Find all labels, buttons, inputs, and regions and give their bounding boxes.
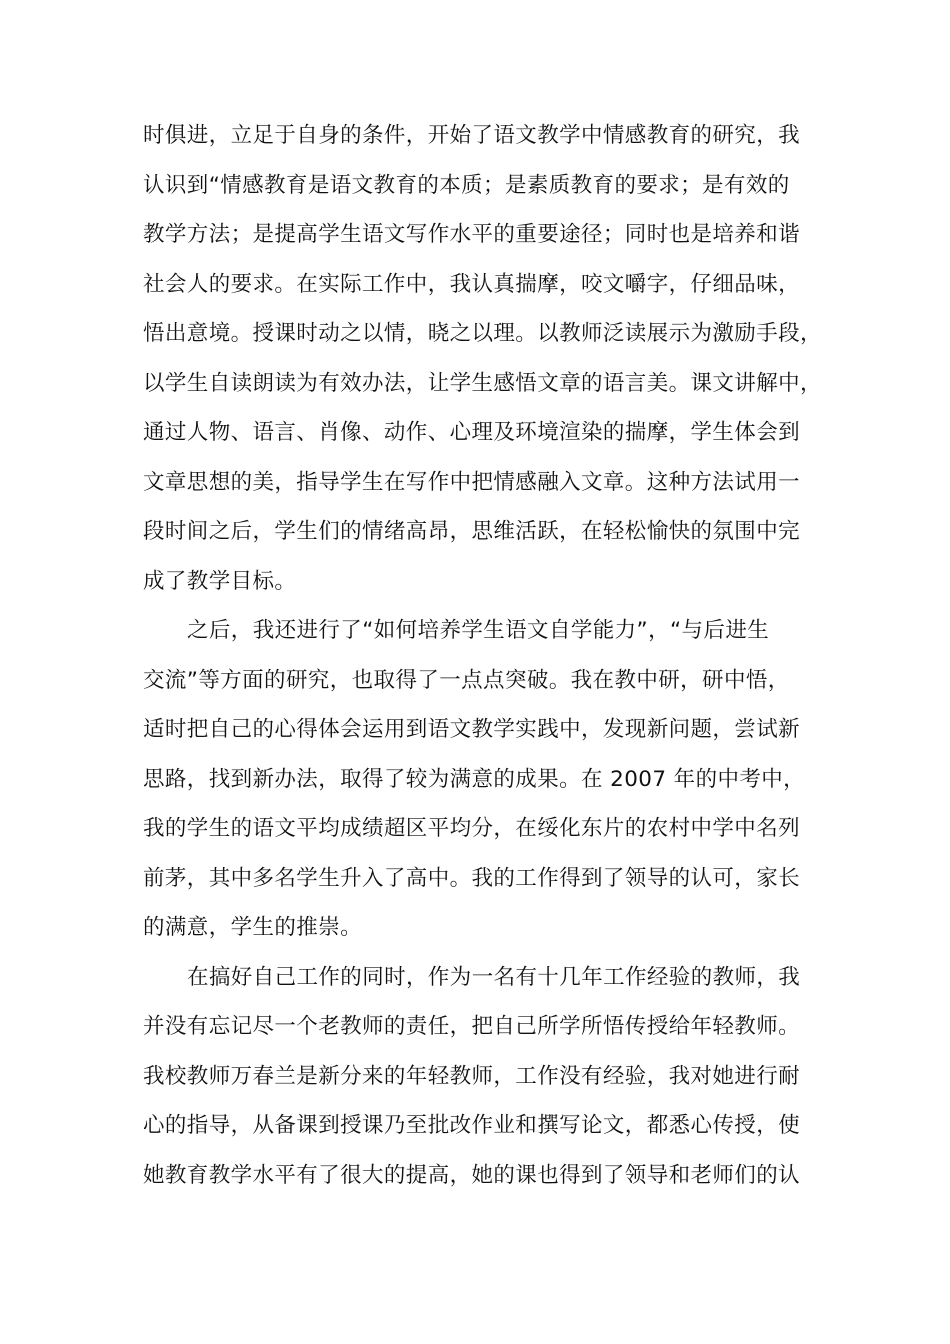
text-line: 我校教师万春兰是新分来的年轻教师，工作没有经验，我对她进行耐 [143, 1063, 801, 1089]
paragraph-first-line: 之后，我还进行了“如何培养学生语文自学能力”，“与后进生 [187, 618, 770, 643]
text-line: 的满意，学生的推崇。 [143, 915, 363, 940]
text-line: 心的指导，从备课到授课乃至批改作业和撰写论文，都悉心传授，使 [143, 1113, 801, 1138]
text-line: 社会人的要求。在实际工作中，我认真揣摩，咬文嚼字，仔细品味， [143, 271, 801, 297]
text-line: 段时间之后，学生们的情绪高昂，思维活跃，在轻松愉快的氛围中完 [143, 519, 801, 544]
text-line: 以学生自读朗读为有效办法，让学生感悟文章的语言美。课文讲解中， [143, 370, 822, 396]
text-line: 悟出意境。授课时动之以情，晓之以理。以教师泛读展示为激励手段， [143, 321, 822, 346]
text-line: 思路，找到新办法，取得了较为满意的成果。在 2007 年的中考中， [143, 766, 806, 792]
text-line: 她教育教学水平有了很大的提高，她的课也得到了领导和老师们的认 [143, 1162, 801, 1188]
text-line: 适时把自己的心得体会运用到语文教学实践中，发现新问题，尝试新 [143, 717, 801, 742]
text-line: 我的学生的语文平均成绩超区平均分，在绥化东片的农村中学中名列 [143, 816, 801, 841]
document-page [143, 111, 833, 1200]
text-line: 文章思想的美，指导学生在写作中把情感融入文章。这种方法试用一 [143, 469, 801, 495]
text-line: 并没有忘记尽一个老教师的责任，把自己所学所悟传授给年轻教师。 [143, 1014, 801, 1039]
text-line: 交流”等方面的研究，也取得了一点点突破。我在教中研，研中悟， [143, 667, 790, 693]
text-line: 教学方法；是提高学生语文写作水平的重要途径；同时也是培养和谐 [143, 222, 801, 247]
text-line: 认识到“情感教育是语文教育的本质；是素质教育的要求；是有效的 [143, 172, 790, 198]
text-line: 通过人物、语言、肖像、动作、心理及环境渲染的揣摩，学生体会到 [143, 420, 801, 445]
text-line: 时俱进，立足于自身的条件，开始了语文教学中情感教育的研究，我 [143, 123, 801, 148]
text-line: 前茅，其中多名学生升入了高中。我的工作得到了领导的认可，家长 [143, 865, 801, 891]
text-line: 成了教学目标。 [143, 568, 297, 594]
paragraph-first-line: 在搞好自己工作的同时，作为一名有十几年工作经验的教师，我 [187, 964, 801, 990]
